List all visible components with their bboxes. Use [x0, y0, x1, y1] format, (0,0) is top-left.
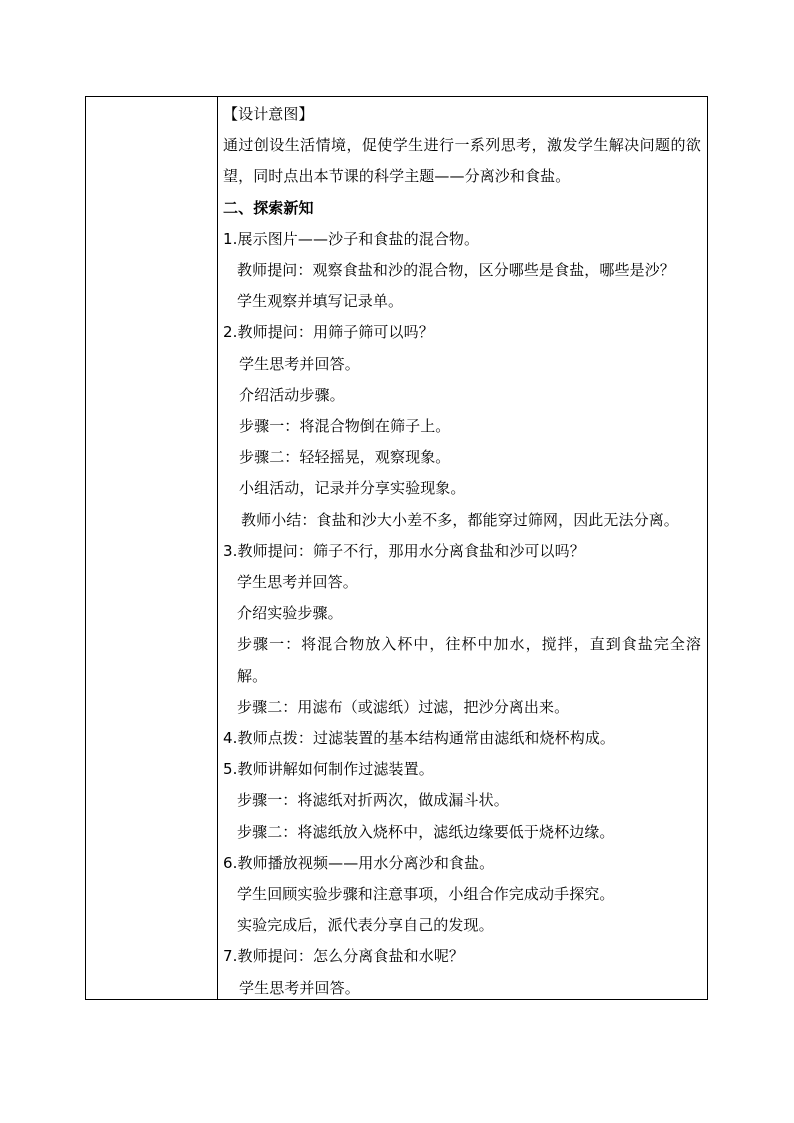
step-item: 学生观察并填写记录单。 [237, 292, 404, 311]
column-divider [217, 97, 218, 999]
step-item: 介绍实验步骤。 [237, 604, 343, 623]
section-title: 二、探索新知 [223, 198, 314, 217]
step-item: 3.教师提问：筛子不行，那用水分离食盐和沙可以吗？ [223, 541, 585, 560]
design-intent-heading: 【设计意图】 [223, 105, 314, 123]
step-item: 步骤一：将混合物倒在筛子上。 [239, 417, 451, 436]
step-item: 学生思考并回答。 [237, 573, 358, 592]
step-item: 6.教师播放视频——用水分离沙和食盐。 [223, 853, 495, 872]
step-item: 2.教师提问：用筛子筛可以吗？ [223, 323, 434, 342]
step-item: 教师提问：观察食盐和沙的混合物，区分哪些是食盐，哪些是沙？ [237, 261, 675, 280]
step-item: 4.教师点拨：过滤装置的基本结构通常由滤纸和烧杯构成。 [223, 729, 616, 748]
step-item: 7.教师提问：怎么分离食盐和水呢？ [223, 947, 465, 966]
step-item: 5.教师讲解如何制作过滤装置。 [223, 760, 434, 779]
step-item: 步骤二：将滤纸放入烧杯中，滤纸边缘要低于烧杯边缘。 [237, 822, 615, 841]
step-item: 步骤一：将混合物放入杯中，往杯中加水，搅拌，直到食盐完全溶解。 [237, 635, 701, 685]
design-intent-text: 通过创设生活情境，促使学生进行一系列思考，激发学生解决问题的欲望，同时点出本节课的科学主题——分离沙和食盐。 [223, 136, 701, 186]
lesson-table [85, 96, 708, 1000]
step-item: 教师小结：食盐和沙大小差不多，都能穿过筛网，因此无法分离。 [241, 510, 679, 529]
step-item: 学生回顾实验步骤和注意事项，小组合作完成动手探究。 [237, 885, 615, 904]
step-item: 步骤二：轻轻摇晃，观察现象。 [239, 448, 451, 467]
step-item: 学生思考并回答。 [239, 354, 360, 373]
step-item: 介绍活动步骤。 [239, 385, 345, 404]
step-item: 实验完成后，派代表分享自己的发现。 [237, 916, 494, 935]
step-item: 小组活动，记录并分享实验现象。 [239, 479, 466, 498]
lesson-content-cell [223, 99, 701, 1004]
step-item: 步骤一：将滤纸对折两次，做成漏斗状。 [237, 791, 509, 810]
step-item: 步骤二：用滤布（或滤纸）过滤，把沙分离出来。 [237, 697, 570, 716]
step-item: 1.展示图片——沙子和食盐的混合物。 [223, 229, 480, 248]
step-item: 学生思考并回答。 [239, 978, 360, 997]
